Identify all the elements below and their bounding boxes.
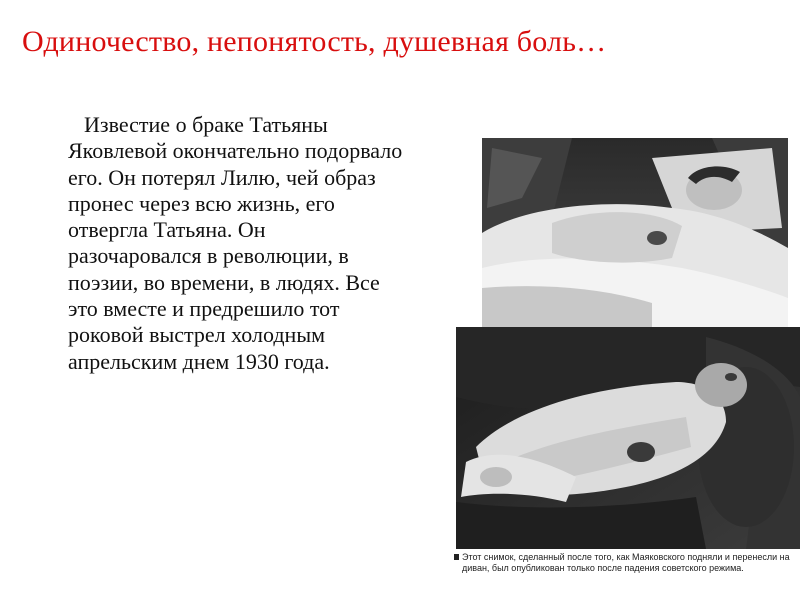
slide-title: Одиночество, непонятость, душевная боль…	[22, 25, 607, 58]
body-paragraph: Известие о браке Татьяны Яковлевой окончательно подорвало его. Он потерял Лилю, чей образ пронес через всю жизнь, его отвергла Татьяна. Он разочаровался в революции, в поэзии, во времени, в людях. Все это вместе и предрешило тот роковой выстрел холодным апрельским днем 1930 года.	[68, 112, 403, 374]
body-text-block	[68, 112, 403, 375]
photo-lying-on-bed	[482, 138, 788, 328]
photo-caption	[462, 552, 798, 574]
caption-text: Этот снимок, сделанный после того, как Маяковского подняли и перенесли на диван, был опубликован только после падения советского режима.	[462, 552, 790, 573]
photo-lying-on-divan	[456, 327, 800, 549]
caption-bullet-marker	[454, 554, 459, 560]
